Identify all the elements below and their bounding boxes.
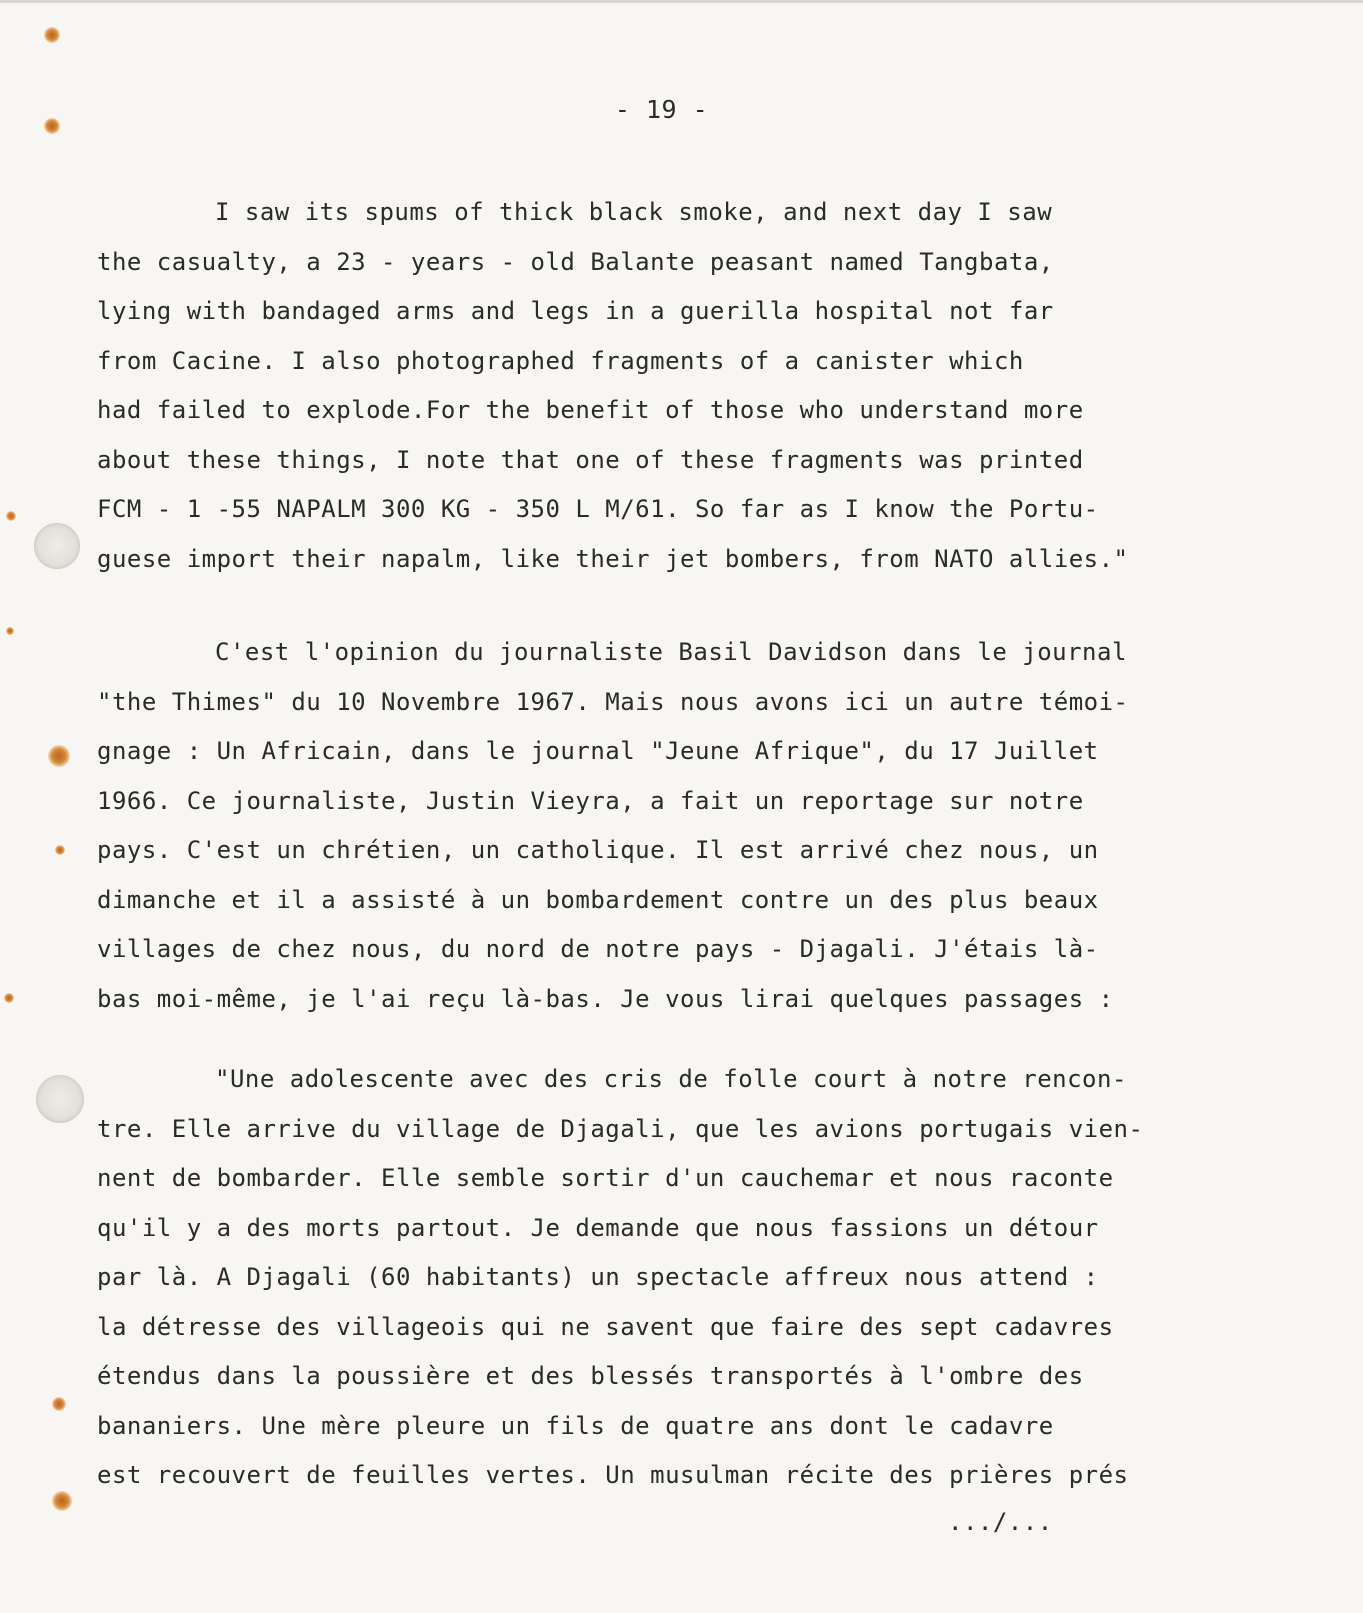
rust-mark	[52, 1491, 72, 1511]
rust-mark	[44, 27, 60, 43]
text-line: FCM - 1 -55 NAPALM 300 KG - 350 L M/61. So far as I know the Portu-	[97, 495, 1099, 523]
text-line: the casualty, a 23 - years - old Balante peasant named Tangbata,	[97, 247, 1054, 276]
text-line: had failed to explode.For the benefit of those who understand more	[97, 396, 1084, 424]
text-line: par là. A Djagali (60 habitants) un spectacle affreux nous attend :	[97, 1263, 1099, 1291]
text-line: la détresse des villageois qui ne savent que faire des sept cadavres	[97, 1312, 1114, 1341]
text-line: bas moi-même, je l'ai reçu là-bas. Je vous lirai quelques passages :	[97, 984, 1114, 1013]
text-line: "the Thimes" du 10 Novembre 1967. Mais nous avons ici un autre témoi-	[97, 687, 1129, 716]
continuation-mark: .../...	[948, 1508, 1053, 1536]
text-line: est recouvert de feuilles vertes. Un musulman récite des prières prés	[97, 1461, 1129, 1489]
punch-hole	[36, 1075, 84, 1123]
text-line: guese import their napalm, like their jet bombers, from NATO allies."	[97, 544, 1129, 573]
text-line: nent de bombarder. Elle semble sortir d'un cauchemar et nous raconte	[97, 1164, 1114, 1192]
text-line: I saw its spums of thick black smoke, and next day I saw	[215, 198, 1053, 226]
text-line: tre. Elle arrive du village de Djagali, que les avions portugais vien-	[97, 1114, 1144, 1143]
rust-mark	[4, 993, 14, 1003]
rust-mark	[52, 1397, 66, 1411]
rust-mark	[48, 745, 70, 767]
rust-mark	[55, 845, 65, 855]
text-line: 1966. Ce journaliste, Justin Vieyra, a fait un reportage sur notre	[97, 786, 1084, 815]
text-line: from Cacine. I also photographed fragments of a canister which	[97, 346, 1024, 375]
punch-hole	[34, 523, 80, 569]
text-line: qu'il y a des morts partout. Je demande que nous fassions un détour	[97, 1213, 1099, 1242]
text-line: pays. C'est un chrétien, un catholique. Il est arrivé chez nous, un	[97, 836, 1099, 864]
text-line: "Une adolescente avec des cris de folle court à notre rencon-	[215, 1065, 1127, 1093]
text-line: dimanche et il a assisté à un bombardement contre un des plus beaux	[97, 885, 1099, 914]
paragraph-1	[97, 188, 1307, 584]
paragraph-3	[97, 1055, 1307, 1501]
rust-mark	[6, 511, 16, 521]
text-line: about these things, I note that one of these fragments was printed	[97, 445, 1084, 474]
text-line: C'est l'opinion du journaliste Basil Davidson dans le journal	[215, 638, 1127, 666]
text-line: bananiers. Une mère pleure un fils de quatre ans dont le cadavre	[97, 1411, 1054, 1440]
rust-mark	[6, 627, 14, 635]
text-line: lying with bandaged arms and legs in a guerilla hospital not far	[97, 297, 1054, 325]
page-number: - 19 -	[614, 95, 709, 124]
paragraph-2	[97, 628, 1307, 1024]
text-line: étendus dans la poussière et des blessés transportés à l'ombre des	[97, 1362, 1084, 1390]
text-line: gnage : Un Africain, dans le journal "Jeune Afrique", du 17 Juillet	[97, 737, 1099, 765]
text-line: villages de chez nous, du nord de notre pays - Djagali. J'étais là-	[97, 935, 1099, 963]
